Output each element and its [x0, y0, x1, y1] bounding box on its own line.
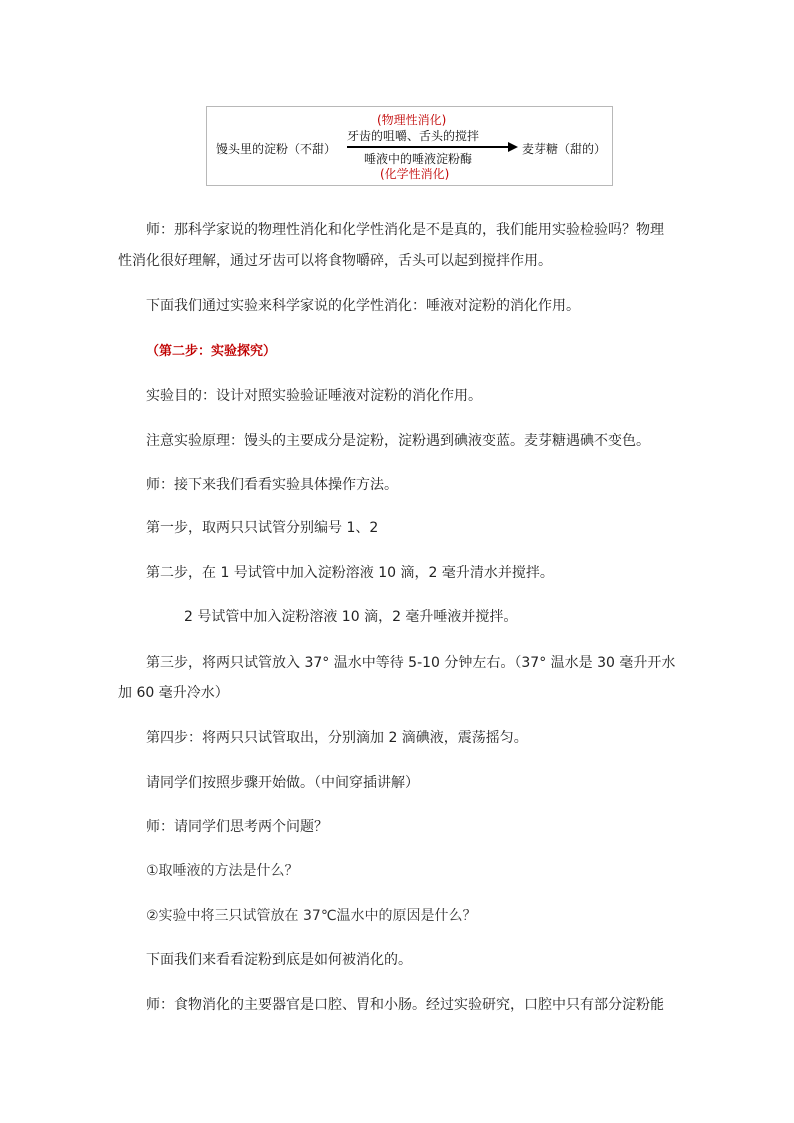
step-heading: （第二步：实验探究）: [146, 344, 277, 359]
arrow-line: [347, 146, 512, 148]
paragraph-step-2-tube-2: 2 号试管中加入淀粉溶液 10 滴，2 毫升唾液并搅拌。: [184, 609, 518, 625]
paragraph-1-line-1: 师：那科学家说的物理性消化和化学性消化是不是真的，我们能用实验检验吗？物理: [146, 222, 664, 238]
digestion-diagram: [206, 106, 613, 186]
paragraph-step-4: 第四步：将两只只试管取出，分别滴加 2 滴碘液，震荡摇匀。: [146, 730, 528, 746]
paragraph-experiment-principle: 注意实验原理：馒头的主要成分是淀粉，淀粉遇到碘液变蓝。麦芽糖遇碘不变色。: [146, 433, 650, 449]
paragraph-step-1: 第一步，取两只只试管分别编号 1、2: [146, 520, 379, 536]
paragraph-step-3-line-2: 加 60 毫升冷水）: [118, 685, 229, 701]
paragraph-step-2: 第二步，在 1 号试管中加入淀粉溶液 10 滴，2 毫升清水并搅拌。: [146, 565, 554, 581]
arrow-head-icon: [508, 142, 518, 152]
maltose-label: 麦芽糖（甜的）: [522, 142, 607, 156]
paragraph-instruction: 请同学们按照步骤开始做。（中间穿插讲解）: [146, 775, 419, 791]
physical-digestion-label: (物理性消化): [377, 113, 447, 127]
physical-digestion-description: 牙齿的咀嚼、舌头的搅拌: [347, 129, 480, 143]
starch-label: 馒头里的淀粉（不甜）: [216, 142, 337, 156]
chemical-digestion-description: 唾液中的唾液淀粉酶: [364, 152, 473, 166]
paragraph-teacher-method: 师：接下来我们看看实验具体操作方法。: [146, 477, 398, 493]
paragraph-step-3-line-1: 第三步，将两只试管放入 37° 温水中等待 5-10 分钟左右。（37° 温水是 30 毫升开水: [146, 655, 676, 671]
paragraph-how-digested: 下面我们来看看淀粉到底是如何被消化的。: [146, 952, 412, 968]
paragraph-digestive-organs: 师：食物消化的主要器官是口腔、胃和小肠。经过实验研究，口腔中只有部分淀粉能: [146, 997, 664, 1013]
question-1: ①取唾液的方法是什么？: [146, 863, 299, 879]
paragraph-teacher-questions: 师：请同学们思考两个问题？: [146, 819, 328, 835]
paragraph-2: 下面我们通过实验来科学家说的化学性消化：唾液对淀粉的消化作用。: [146, 298, 580, 314]
paragraph-1-line-2: 性消化很好理解，通过牙齿可以将食物嚼碎，舌头可以起到搅拌作用。: [118, 253, 552, 269]
chemical-digestion-label: (化学性消化): [380, 167, 450, 181]
paragraph-experiment-purpose: 实验目的：设计对照实验验证唾液对淀粉的消化作用。: [146, 388, 482, 404]
question-2: ②实验中将三只试管放在 37℃温水中的原因是什么？: [146, 908, 477, 924]
